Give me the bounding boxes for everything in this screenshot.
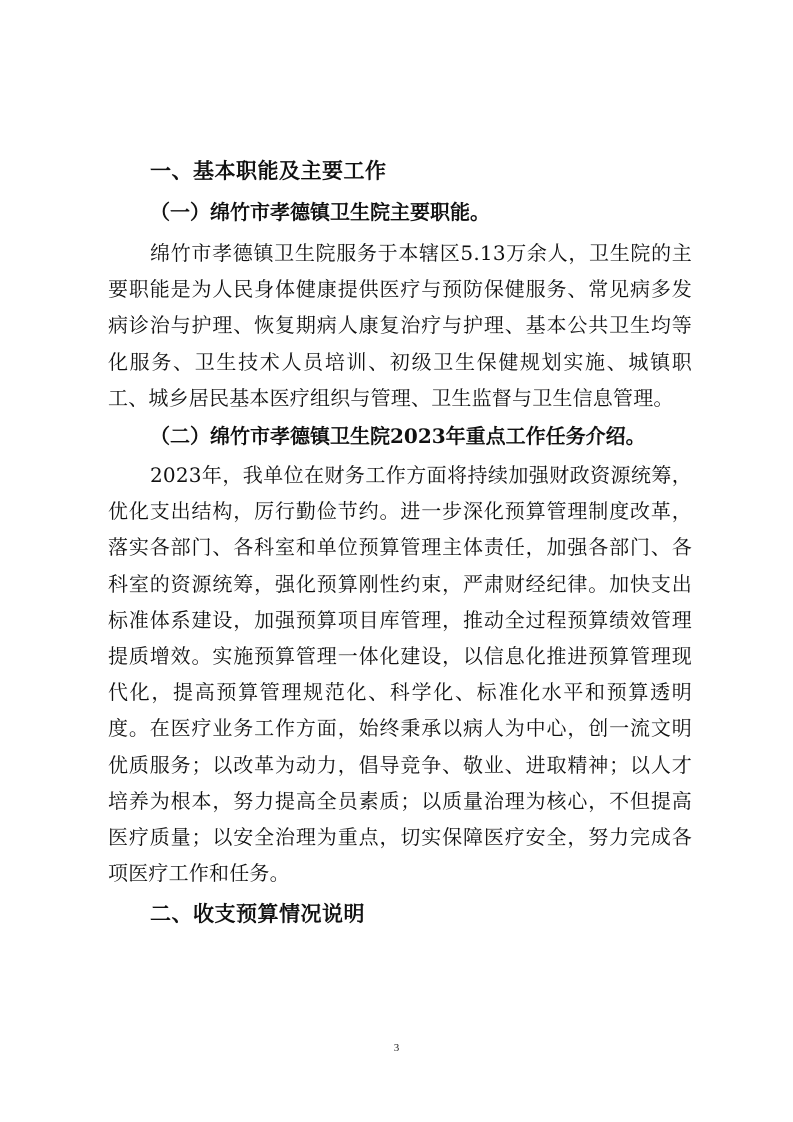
section-heading-basic-functions: 一、基本职能及主要工作: [150, 159, 387, 183]
section-heading-budget: 二、收支预算情况说明: [150, 902, 365, 927]
paragraph-key-tasks: 2023年，我单位在财务工作方面将持续加强财政资源统筹，优化支出结构，厉行勤俭节约。进一步深化预算管理制度改革，落实各部门、各科室和单位预算管理主体责任，加强各部门、各科室的资源统筹，强化预算刚性约束，严肃财经纪律。加快支出标准体系建设，加强预算项目库管理，推动全过程预算绩效管理提质增效。实施预算管理一体化建设，以信息化推进预算管理现代化，提高预算管理规范化、科学化、标准化水平和预算透明度。在医疗业务工作方面，始终秉承以病人为中心，创一流文明优质服务；以改革为动力，倡导竞争、敬业、进取精神；以人才培养为根本，努力提高全员素质；以质量治理为核心，不但提高医疗质量；以安全治理为重点，切实保障医疗安全，努力完成各项医疗工作和任务。: [108, 463, 692, 886]
document-body: [108, 146, 692, 931]
page-number: 3: [393, 1042, 400, 1054]
paragraph-main-functions: 绵竹市孝德镇卫生院服务于本辖区5.13万余人，卫生院的主要职能是为人民身体健康提供医疗与预防保健服务、常见病多发病诊治与护理、恢复期病人康复治疗与护理、基本公共卫生均等化服务、卫生技术人员培训、初级卫生保健规划实施、城镇职工、城乡居民基本医疗组织与管理、卫生监督与卫生信息管理。: [108, 241, 692, 410]
subsection-heading-key-tasks: （二）绵竹市孝德镇卫生院2023年重点工作任务介绍。: [150, 424, 646, 449]
subsection-heading-main-functions: （一）绵竹市孝德镇卫生院主要职能。: [150, 200, 490, 224]
